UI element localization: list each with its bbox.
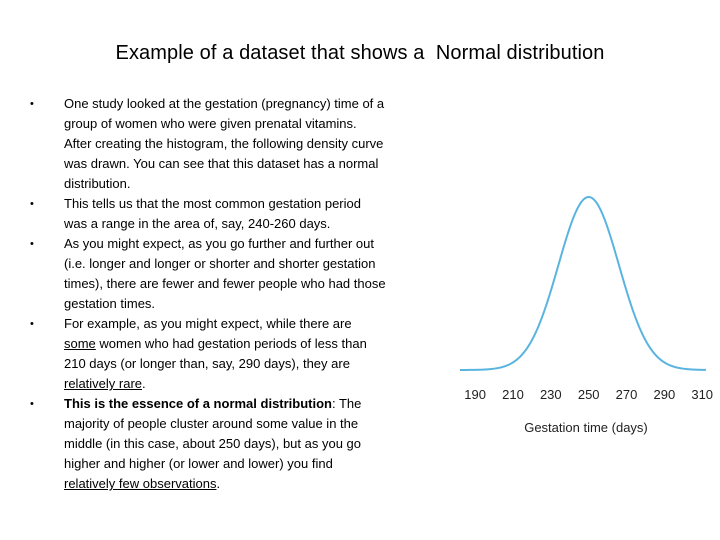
- x-axis-label: Gestation time (days): [524, 420, 648, 435]
- bullet-dot: •: [30, 198, 34, 210]
- bullet-text: [64, 316, 367, 391]
- x-tick-label: 270: [615, 387, 638, 402]
- x-tick-label: 210: [502, 387, 524, 402]
- density-curve: [460, 197, 706, 370]
- bullet-dot: •: [30, 238, 34, 250]
- underlined-text: relatively rare: [64, 376, 143, 391]
- bullet-dot: •: [30, 98, 34, 110]
- bullet-item: [30, 314, 386, 394]
- underlined-text: some: [64, 336, 96, 351]
- x-tick-label: 250: [577, 387, 600, 402]
- x-tick-label: 290: [653, 387, 676, 402]
- x-axis-ticks: [464, 387, 713, 402]
- bullet-text-part: .: [142, 376, 146, 391]
- bullet-text: One study looked at the gestation (pregnancy) time of a group of women who were given prenatal vitamins. After creating the histogram, the following density curve was drawn. You can see that this dataset has a normal distribution.: [64, 96, 385, 191]
- bullet-text-part: : The majority of people cluster around some value in the middle (in this case, about 250 days), but as you go higher and higher (or lower and lower) you find: [64, 396, 362, 471]
- density-chart: [452, 180, 714, 442]
- bullet-text: This tells us that the most common gestation period was a range in the area of, say, 240-260 days.: [64, 196, 361, 231]
- bullet-item: [30, 94, 386, 194]
- bullet-item: [30, 194, 386, 234]
- bullet-item: [30, 234, 386, 314]
- bullet-text-part: For example, as you might expect, while there are: [64, 316, 352, 331]
- bullet-item: [30, 394, 386, 494]
- bullet-text-part: .: [216, 476, 221, 491]
- bullet-text: [64, 396, 361, 491]
- x-tick-label: 230: [539, 387, 562, 402]
- slide-title: Example of a dataset that shows a Normal distribution: [115, 42, 605, 64]
- bold-text: This is the essence of a normal distribution: [64, 396, 332, 411]
- bullet-text-part: women who had gestation periods of less than 210 days (or longer than, say, 290 days), they are: [64, 336, 367, 371]
- x-tick-label: 310: [691, 387, 714, 402]
- bullet-dot: •: [30, 398, 34, 410]
- bullet-dot: •: [30, 318, 34, 330]
- x-tick-label: 190: [464, 387, 486, 402]
- bullet-list: [30, 94, 386, 494]
- underlined-text: relatively few observations: [64, 476, 217, 491]
- bullet-text: As you might expect, as you go further and further out (i.e. longer and longer or shorter and shorter gestation times), there are fewer and fewer people who had those gestation times.: [64, 236, 386, 311]
